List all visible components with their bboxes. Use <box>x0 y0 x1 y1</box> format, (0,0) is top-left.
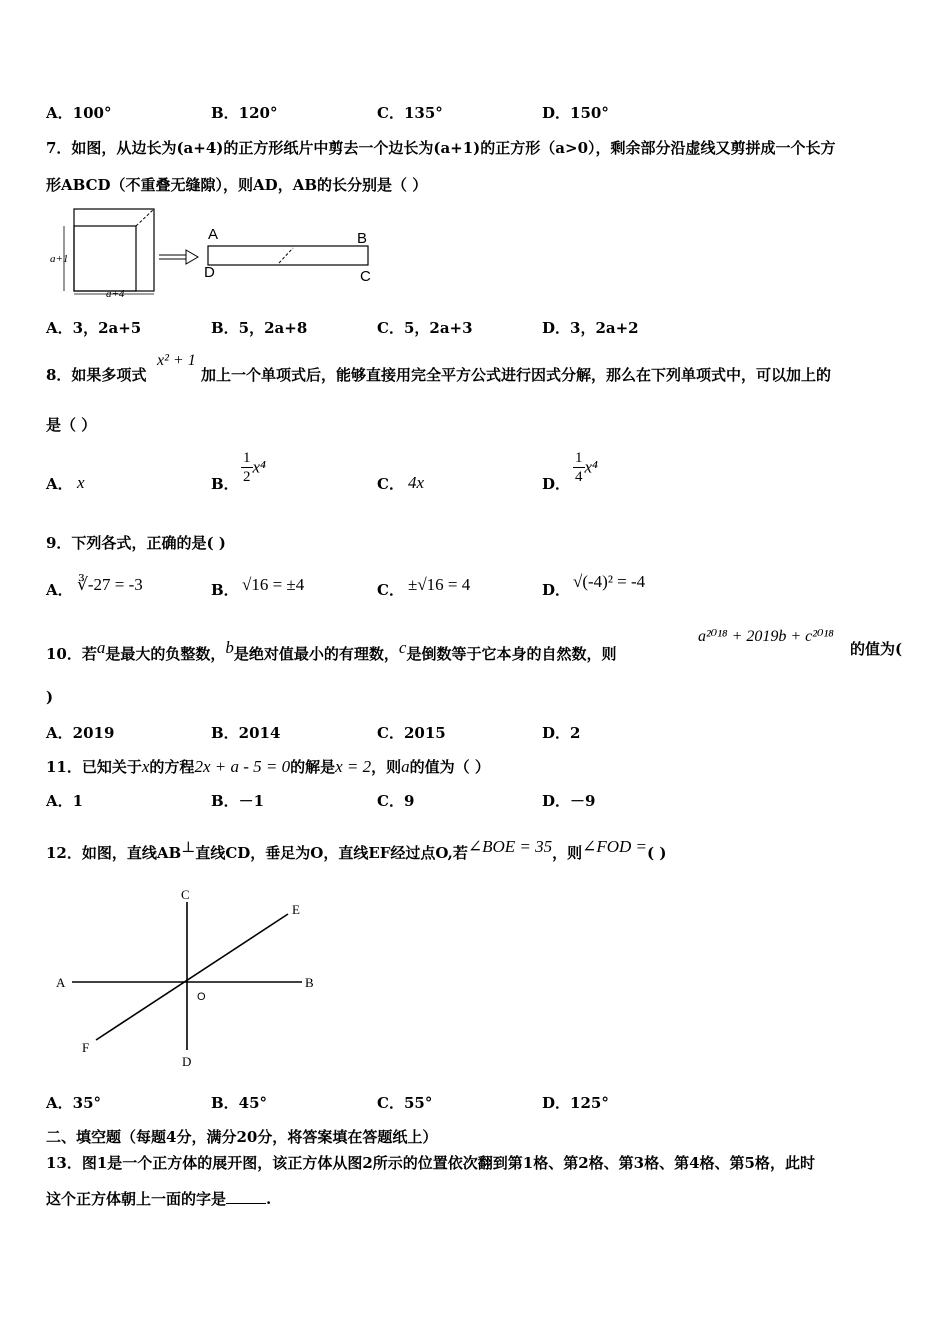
q12-option-b: B．45° <box>211 1094 268 1112</box>
q8-stem-line2: 是（ ） <box>46 416 97 434</box>
q10-option-a: A．2019 <box>46 724 115 742</box>
text: 12．如图，直线AB <box>46 844 182 862</box>
text: 的方程 <box>149 758 195 776</box>
q11-option-a: A．1 <box>46 792 84 810</box>
q7-option-d: D．3，2a+2 <box>542 319 639 337</box>
q6-option-c: C．135° <box>377 104 443 122</box>
text: 是倒数等于它本身的自然数，则 <box>406 645 617 663</box>
side-label: a+1 <box>50 253 69 265</box>
q12-option-d: D．125° <box>542 1094 609 1112</box>
q12-option-c: C．55° <box>377 1094 433 1112</box>
power: x⁴ <box>252 457 266 477</box>
q9-option-d-label: D． <box>542 581 571 599</box>
q13-stem-line2 <box>46 1188 271 1209</box>
solution: x = 2 <box>335 757 372 776</box>
bottom-label: a+4 <box>106 288 125 300</box>
point-C: C <box>181 887 190 902</box>
fraction <box>573 449 585 486</box>
q8-option-c-label: C． <box>377 475 404 493</box>
point-F: F <box>82 1040 90 1055</box>
var-a: a <box>96 638 106 657</box>
q12-figure <box>50 880 340 1075</box>
q6-option-d: D．150° <box>542 104 609 122</box>
q8-stem-suffix: 加上一个单项式后，能够直接用完全平方公式进行因式分解，那么在下列单项式中，可以加上的 <box>201 366 832 384</box>
power: x⁴ <box>584 457 598 477</box>
q9-option-b: √16 = ±4 <box>242 575 305 594</box>
q8-option-d <box>573 449 598 486</box>
text: 的值为（ ） <box>409 758 490 776</box>
q8-option-b-label: B． <box>211 475 239 493</box>
q11-option-b: B．－1 <box>211 792 265 810</box>
point-B: B <box>305 975 314 990</box>
q6-option-a: A．100° <box>46 104 112 122</box>
q10-option-d: D．2 <box>542 724 581 742</box>
q9-option-b-label: B． <box>211 581 239 599</box>
q9-option-a: ∛-27 = -3 <box>77 575 143 594</box>
q7-option-c: C．5，2a+3 <box>377 319 473 337</box>
denominator: 4 <box>575 469 583 485</box>
cut-line <box>136 209 154 226</box>
point-O: O <box>197 991 206 1003</box>
line-ef <box>96 914 288 1040</box>
var-b: b <box>225 638 234 657</box>
q11-option-c: C．9 <box>377 792 415 810</box>
q13-stem-line1: 13．图1是一个正方体的展开图，该正方体从图2所示的位置依次翻到第1格、第2格、第3格、第4格、第5格，此时 <box>46 1154 815 1172</box>
section-2-heading: 二、填空题（每题4分，满分20分，将答案填在答题纸上） <box>46 1128 438 1146</box>
answer-blank[interactable] <box>226 1189 266 1204</box>
q8-option-d-label: D． <box>542 475 571 493</box>
q7-option-b: B．5，2a+8 <box>211 319 308 337</box>
perpendicular-symbol: ⊥ <box>181 838 196 856</box>
text: . <box>266 1190 272 1208</box>
point-E: E <box>292 902 300 917</box>
q11-option-d: D．－9 <box>542 792 596 810</box>
point-D: D <box>182 1054 192 1069</box>
inner-square <box>74 226 136 291</box>
q7-figure <box>46 205 386 300</box>
outer-square <box>74 209 154 291</box>
q9-stem: 9．下列各式，正确的是( ) <box>46 534 226 552</box>
q7-stem-line2: 形ABCD（不重叠无缝隙），则AD，AB的长分别是（ ） <box>46 176 428 194</box>
text: 是绝对值最小的有理数， <box>233 645 399 663</box>
q9-option-d: √(-4)² = -4 <box>573 572 646 591</box>
point-A: A <box>56 975 66 990</box>
label-C: C <box>360 268 371 285</box>
q10-stem-line1 <box>46 638 616 664</box>
text: 11．已知关于 <box>46 758 142 776</box>
fraction <box>241 449 253 486</box>
rect-cut-line <box>279 248 293 263</box>
q7-option-a: A．3，2a+5 <box>46 319 142 337</box>
q10-expression: a²⁰¹⁸ + 2019b + c²⁰¹⁸ <box>698 628 834 645</box>
q8-option-b <box>241 449 266 486</box>
q10-stem-line2: ) <box>46 688 54 706</box>
text: 的解是 <box>290 758 336 776</box>
q12-option-a: A．35° <box>46 1094 102 1112</box>
q6-option-b: B．120° <box>211 104 278 122</box>
text: ( ) <box>647 844 667 862</box>
label-D: D <box>204 264 215 281</box>
q11-stem <box>46 756 490 777</box>
q8-option-a: x <box>77 473 85 492</box>
q10-option-c: C．2015 <box>377 724 446 742</box>
q12-stem <box>46 837 666 863</box>
angle-boe: ∠BOE = 35 <box>467 837 553 856</box>
q8-option-c: 4x <box>408 473 425 492</box>
text: ，则 <box>552 844 583 862</box>
denominator: 2 <box>243 469 251 485</box>
arrow-icon <box>159 250 198 264</box>
label-B: B <box>357 230 368 247</box>
var-x: x <box>141 757 150 776</box>
text: 直线CD，垂足为O，直线EF经过点O,若 <box>195 844 468 862</box>
text: ，则 <box>371 758 402 776</box>
q8-stem-prefix: 8．如果多项式 <box>46 366 147 384</box>
equation: 2x + a - 5 = 0 <box>194 757 291 776</box>
label-A: A <box>208 226 219 243</box>
text: 是最大的负整数， <box>105 645 226 663</box>
q8-polynomial: x² + 1 <box>157 352 196 369</box>
numerator: 1 <box>243 450 251 466</box>
q10-option-b: B．2014 <box>211 724 281 742</box>
text: 这个正方体朝上一面的字是 <box>46 1190 227 1208</box>
q8-option-a-label: A． <box>46 475 73 493</box>
text: 10．若 <box>46 645 97 663</box>
q9-option-a-label: A． <box>46 581 73 599</box>
q9-option-c-label: C． <box>377 581 404 599</box>
var-a: a <box>401 757 410 776</box>
q10-stem-end: 的值为( <box>850 640 903 658</box>
rectangle-abcd <box>208 246 368 265</box>
q7-stem-line1: 7．如图，从边长为(a+4)的正方形纸片中剪去一个边长为(a+1)的正方形（a>0），剩余部分沿虚线又剪拼成一个长方 <box>46 139 836 157</box>
q9-option-c: ±√16 = 4 <box>408 575 471 594</box>
numerator: 1 <box>575 450 583 466</box>
angle-fod: ∠FOD = <box>582 837 648 856</box>
var-c: c <box>398 638 407 657</box>
